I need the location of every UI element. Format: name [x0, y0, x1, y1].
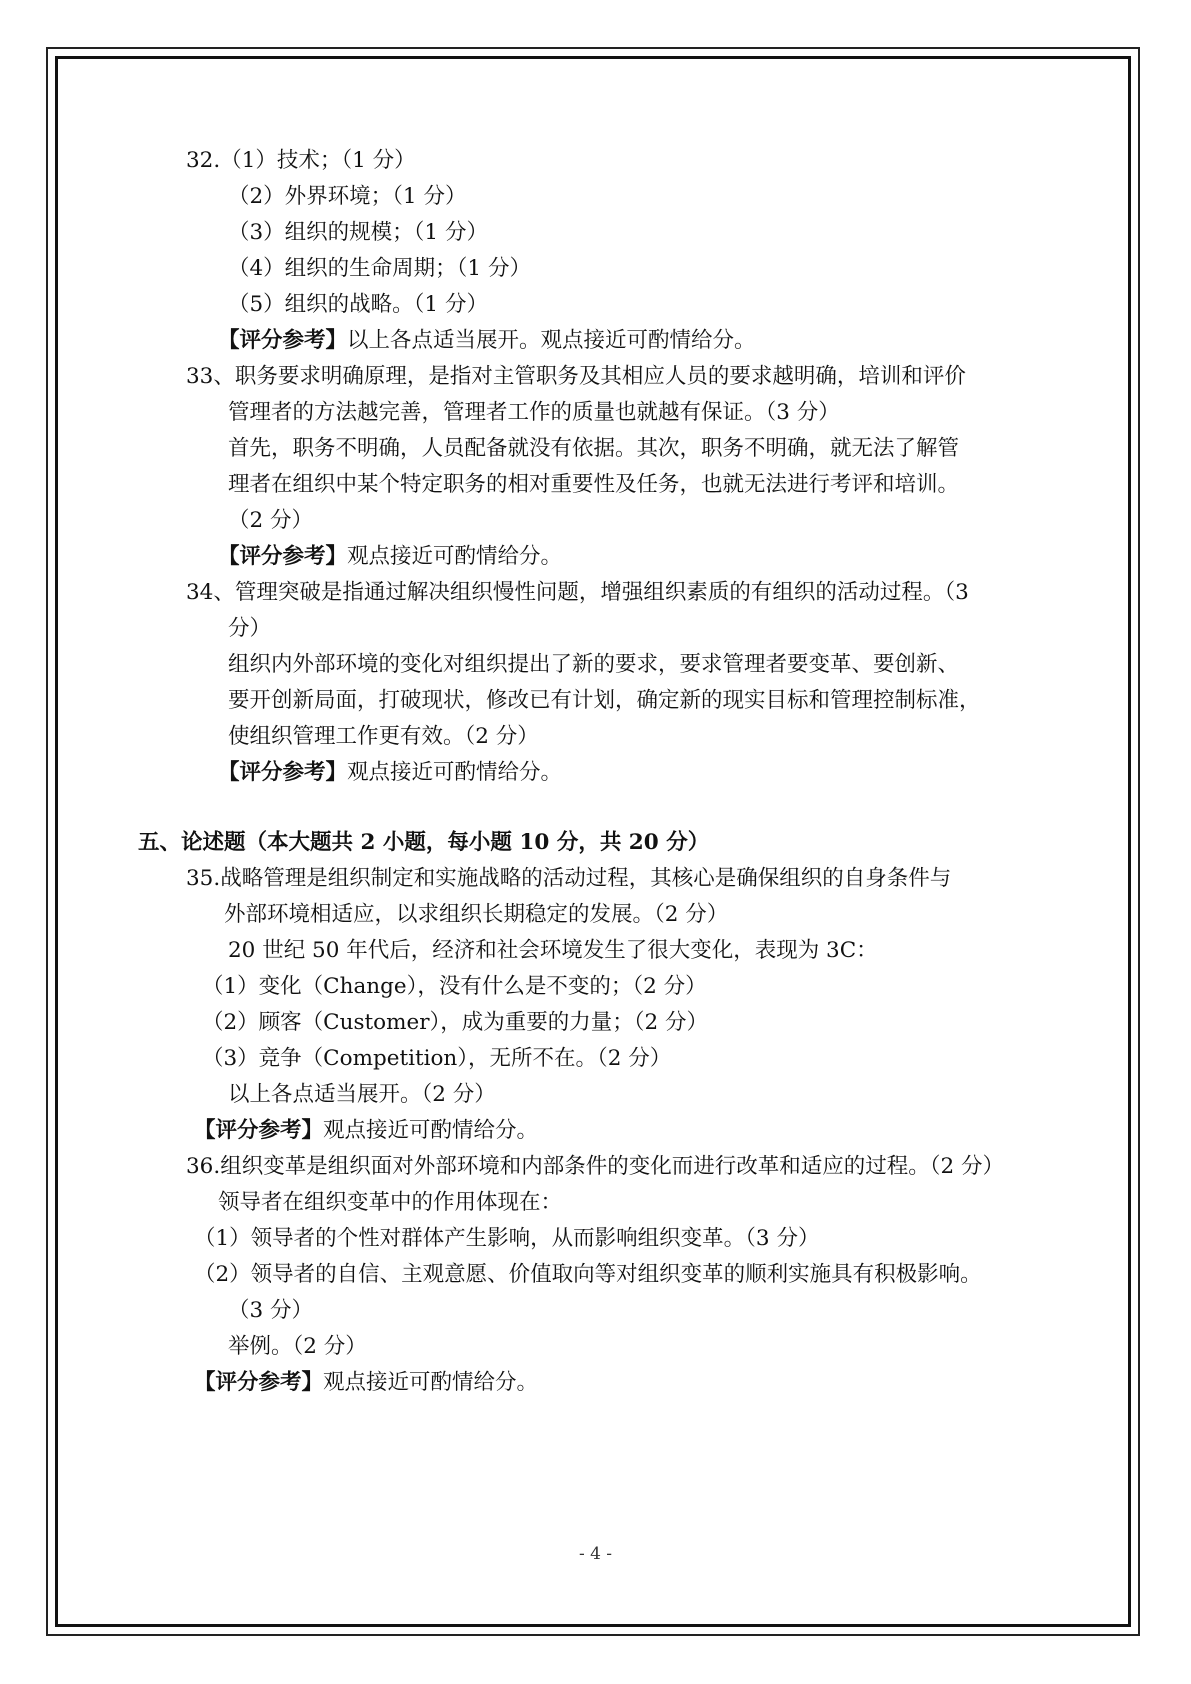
scoring-text: 观点接近可酌情给分。 [323, 1370, 539, 1395]
q32-line-2: （2）外界环境；（1 分） [228, 184, 467, 209]
q36-scoring-note [194, 1368, 538, 1398]
scoring-text: 以上各点适当展开。观点接近可酌情给分。 [347, 328, 756, 353]
q36-line-1: 36.组织变革是组织面对外部环境和内部条件的变化而进行改革和适应的过程。（2 分） [186, 1154, 1004, 1179]
q32-line-4: （4）组织的生命周期；（1 分） [228, 256, 531, 281]
scoring-text: 观点接近可酌情给分。 [323, 1118, 539, 1143]
q32-line-1: 32.（1）技术；（1 分） [186, 148, 416, 173]
q34-line-2: 分） [228, 616, 272, 641]
q35-line-7: 以上各点适当展开。（2 分） [228, 1082, 496, 1107]
scoring-tag: 【评分参考】 [218, 544, 348, 569]
q34-line-4: 要开创新局面，打破现状，修改已有计划，确定新的现实目标和管理控制标准， [228, 688, 981, 713]
q35-scoring-note [194, 1116, 538, 1146]
scoring-tag: 【评分参考】 [218, 328, 348, 353]
q32-line-3: （3）组织的规模；（1 分） [228, 220, 488, 245]
q36-line-6: 举例。（2 分） [228, 1334, 367, 1359]
scoring-text: 观点接近可酌情给分。 [347, 760, 563, 785]
q35-line-5: （2）顾客（Customer），成为重要的力量；（2 分） [202, 1010, 708, 1035]
q35-line-6: （3）竞争（Competition），无所不在。（2 分） [202, 1046, 672, 1071]
q33-line-1: 33、职务要求明确原理，是指对主管职务及其相应人员的要求越明确，培训和评价 [186, 364, 966, 389]
scoring-text: 观点接近可酌情给分。 [347, 544, 563, 569]
q35-line-3: 20 世纪 50 年代后，经济和社会环境发生了很大变化，表现为 3C： [228, 938, 878, 963]
q32-scoring-note [218, 326, 756, 356]
q33-line-3: 首先，职务不明确，人员配备就没有依据。其次，职务不明确，就无法了解管 [228, 436, 960, 461]
q36-line-2: 领导者在组织变革中的作用体现在： [218, 1190, 563, 1215]
page-number: - 4 - [578, 1544, 613, 1564]
q33-scoring-note [218, 542, 562, 572]
q34-line-1: 34、管理突破是指通过解决组织慢性问题，增强组织素质的有组织的活动过程。（3 [186, 580, 969, 605]
q35-line-2: 外部环境相适应，以求组织长期稳定的发展。（2 分） [224, 902, 729, 927]
scoring-tag: 【评分参考】 [218, 760, 348, 785]
q32-line-5: （5）组织的战略。（1 分） [228, 292, 488, 317]
section-5-heading: 五、论述题（本大题共 2 小题，每小题 10 分，共 20 分） [138, 830, 710, 855]
q35-line-1: 35.战略管理是组织制定和实施战略的活动过程，其核心是确保组织的自身条件与 [186, 866, 952, 891]
q34-scoring-note [218, 758, 562, 788]
q36-line-3: （1）领导者的个性对群体产生影响，从而影响组织变革。（3 分） [194, 1226, 820, 1251]
q33-line-4: 理者在组织中某个特定职务的相对重要性及任务，也就无法进行考评和培训。 [228, 472, 960, 497]
q34-line-3: 组织内外部环境的变化对组织提出了新的要求，要求管理者要变革、要创新、 [228, 652, 960, 677]
q36-line-5: （3 分） [228, 1298, 314, 1323]
q34-line-5: 使组织管理工作更有效。（2 分） [228, 724, 539, 749]
scoring-tag: 【评分参考】 [194, 1118, 324, 1143]
q33-line-5: （2 分） [228, 508, 314, 533]
q35-line-4: （1）变化（Change），没有什么是不变的；（2 分） [202, 974, 707, 999]
scoring-tag: 【评分参考】 [194, 1370, 324, 1395]
q33-line-2: 管理者的方法越完善，管理者工作的质量也就越有保证。（3 分） [228, 400, 840, 425]
q36-line-4: （2）领导者的自信、主观意愿、价值取向等对组织变革的顺利实施具有积极影响。 [194, 1262, 982, 1287]
